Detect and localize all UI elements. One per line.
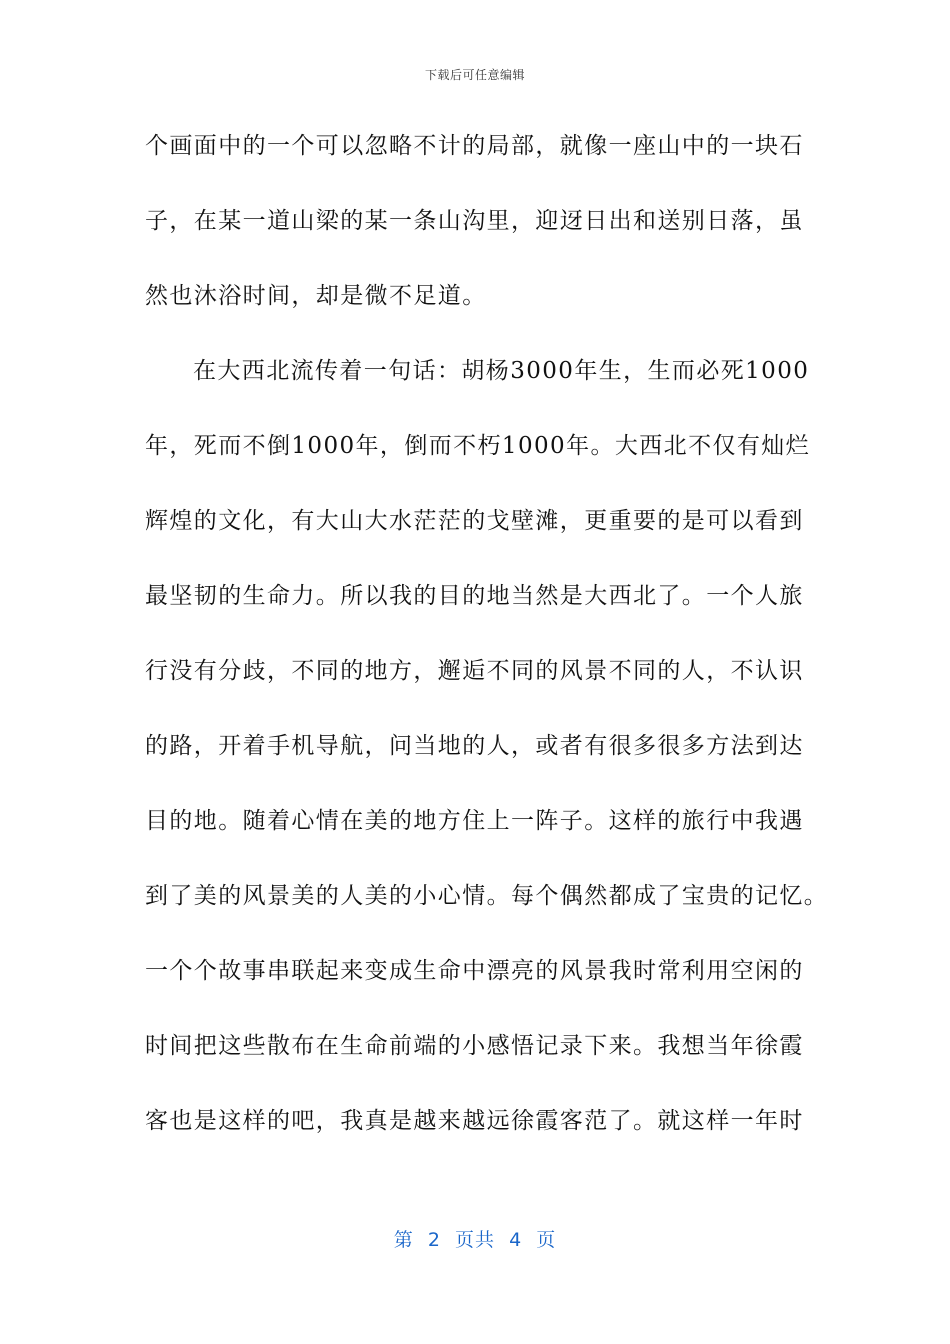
header-note: 下载后可任意编辑 — [424, 68, 525, 82]
page-number: 第 2 页共 4 页 — [393, 1229, 557, 1251]
paragraph-start-line: 在大西北流传着一句话：胡杨3000年生，生而必死1000 — [193, 358, 810, 384]
text-line: 子，在某一道山梁的某一条山沟里，迎迓日出和送别日落，虽 — [145, 208, 804, 234]
text-line: 客也是这样的吧，我真是越来越远徐霞客范了。就这样一年时 — [145, 1108, 804, 1134]
text-line: 最坚韧的生命力。所以我的目的地当然是大西北了。一个人旅 — [145, 583, 804, 609]
text-line: 目的地。随着心情在美的地方住上一阵子。这样的旅行中我遇 — [145, 808, 804, 834]
text-line: 辉煌的文化，有大山大水茫茫的戈壁滩，更重要的是可以看到 — [145, 508, 804, 534]
text-line: 行没有分歧，不同的地方，邂逅不同的风景不同的人，不认识 — [145, 658, 804, 684]
document-body — [145, 120, 829, 1170]
text-line: 年，死而不倒1000年，倒而不朽1000年。大西北不仅有灿烂 — [145, 433, 811, 459]
text-line: 到了美的风景美的人美的小心情。每个偶然都成了宝贵的记忆。 — [145, 883, 829, 909]
text-line: 一个个故事串联起来变成生命中漂亮的风景我时常利用空闲的 — [145, 958, 804, 984]
text-line: 的路，开着手机导航，问当地的人，或者有很多很多方法到达 — [145, 733, 804, 759]
text-line: 然也沐浴时间，却是微不足道。 — [145, 283, 487, 309]
text-line: 时间把这些散布在生命前端的小感悟记录下来。我想当年徐霞 — [145, 1033, 804, 1059]
text-line: 个画面中的一个可以忽略不计的局部，就像一座山中的一块石 — [145, 133, 804, 159]
